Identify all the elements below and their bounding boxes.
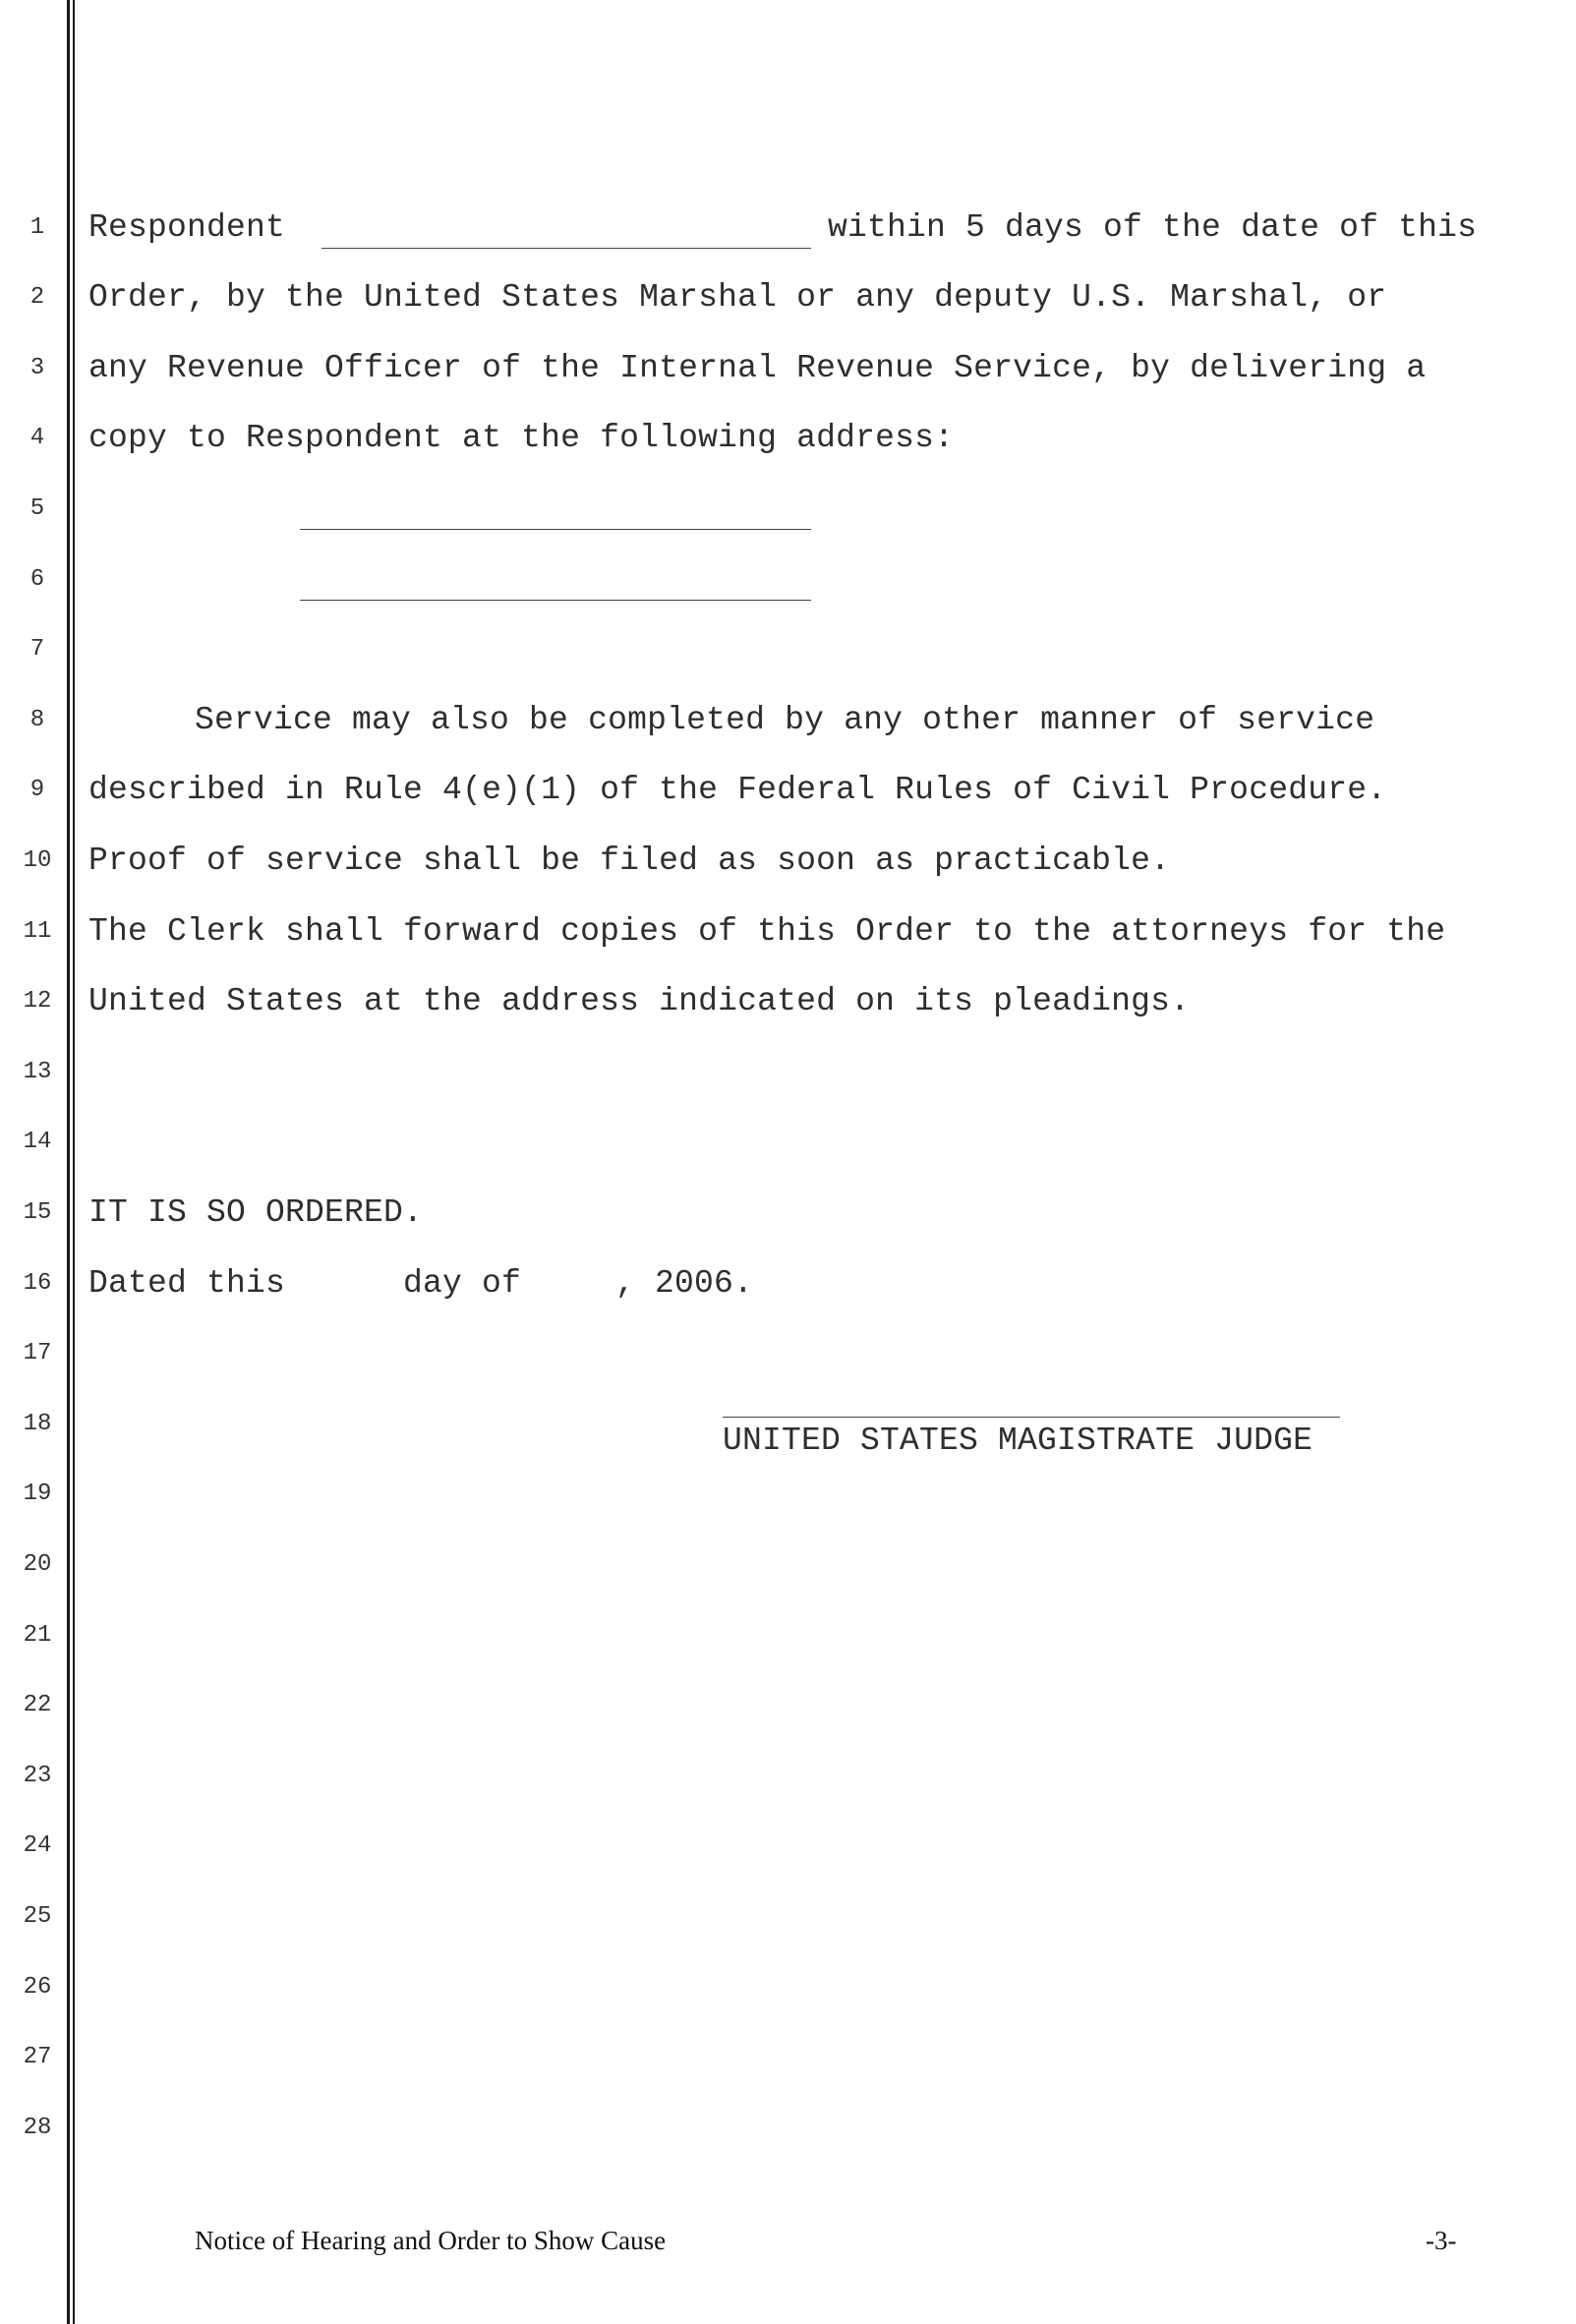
day-of: day of [403, 1265, 522, 1302]
text-line-9: described in Rule 4(e)(1) of the Federal Rules of Civil Procedure. [88, 772, 1387, 808]
text-line-12: United States at the address indicated on its pleadings. [88, 983, 1191, 1019]
text-line-1-end: within 5 days of the date of this [828, 209, 1478, 246]
line-number: 1 [29, 214, 45, 241]
line-number: 16 [23, 1270, 52, 1297]
line-number: 26 [23, 1974, 52, 2001]
footer-page-number: -3- [1426, 2226, 1457, 2255]
address-blank-1 [300, 529, 811, 530]
line-number: 19 [23, 1481, 52, 1507]
line-number: 15 [23, 1199, 52, 1226]
dated-year: , 2006. [615, 1265, 754, 1302]
line-number: 14 [23, 1129, 52, 1155]
line-number: 8 [29, 707, 45, 733]
line-number: 11 [23, 918, 52, 945]
line-number: 17 [23, 1340, 52, 1366]
line-number: 18 [23, 1411, 52, 1437]
line-number: 2 [29, 284, 45, 311]
text-line-4: copy to Respondent at the following address: [88, 420, 955, 456]
text-line-8: Service may also be completed by any other manner of service [195, 702, 1375, 738]
line-number: 22 [23, 1692, 52, 1718]
text-line-10: Proof of service shall be filed as soon as practicable. [88, 842, 1171, 879]
line-number: 28 [23, 2115, 52, 2141]
text-line-3: any Revenue Officer of the Internal Revenue Service, by delivering a [88, 350, 1427, 386]
text-line-11: The Clerk shall forward copies of this Order to the attorneys for the [88, 913, 1446, 950]
signature-title: UNITED STATES MAGISTRATE JUDGE [723, 1423, 1313, 1459]
line-number: 27 [23, 2044, 52, 2070]
line-number: 25 [23, 1903, 52, 1930]
margin-rule [67, 0, 70, 2324]
line-number: 6 [29, 566, 45, 593]
line-number: 4 [29, 425, 45, 451]
line-number: 5 [29, 495, 45, 522]
line-number: 7 [29, 636, 45, 663]
margin-rule-inner [73, 0, 75, 2324]
line-number: 21 [23, 1622, 52, 1649]
text-line-1-start: Respondent [88, 209, 286, 246]
respondent-name-blank [321, 248, 811, 249]
line-number: 13 [23, 1059, 52, 1085]
text-line-2: Order, by the United States Marshal or any deputy U.S. Marshal, or [88, 279, 1387, 316]
dated-this: Dated this [88, 1265, 286, 1302]
signature-line [723, 1417, 1340, 1418]
line-number: 10 [23, 847, 52, 874]
line-number: 9 [29, 777, 45, 803]
line-number: 12 [23, 988, 52, 1015]
line-number: 23 [23, 1763, 52, 1789]
line-number: 20 [23, 1551, 52, 1578]
footer-document-title: Notice of Hearing and Order to Show Cause [195, 2226, 667, 2255]
address-blank-2 [300, 600, 811, 601]
so-ordered: IT IS SO ORDERED. [88, 1194, 424, 1231]
line-number: 24 [23, 1832, 52, 1859]
line-number: 3 [29, 355, 45, 381]
